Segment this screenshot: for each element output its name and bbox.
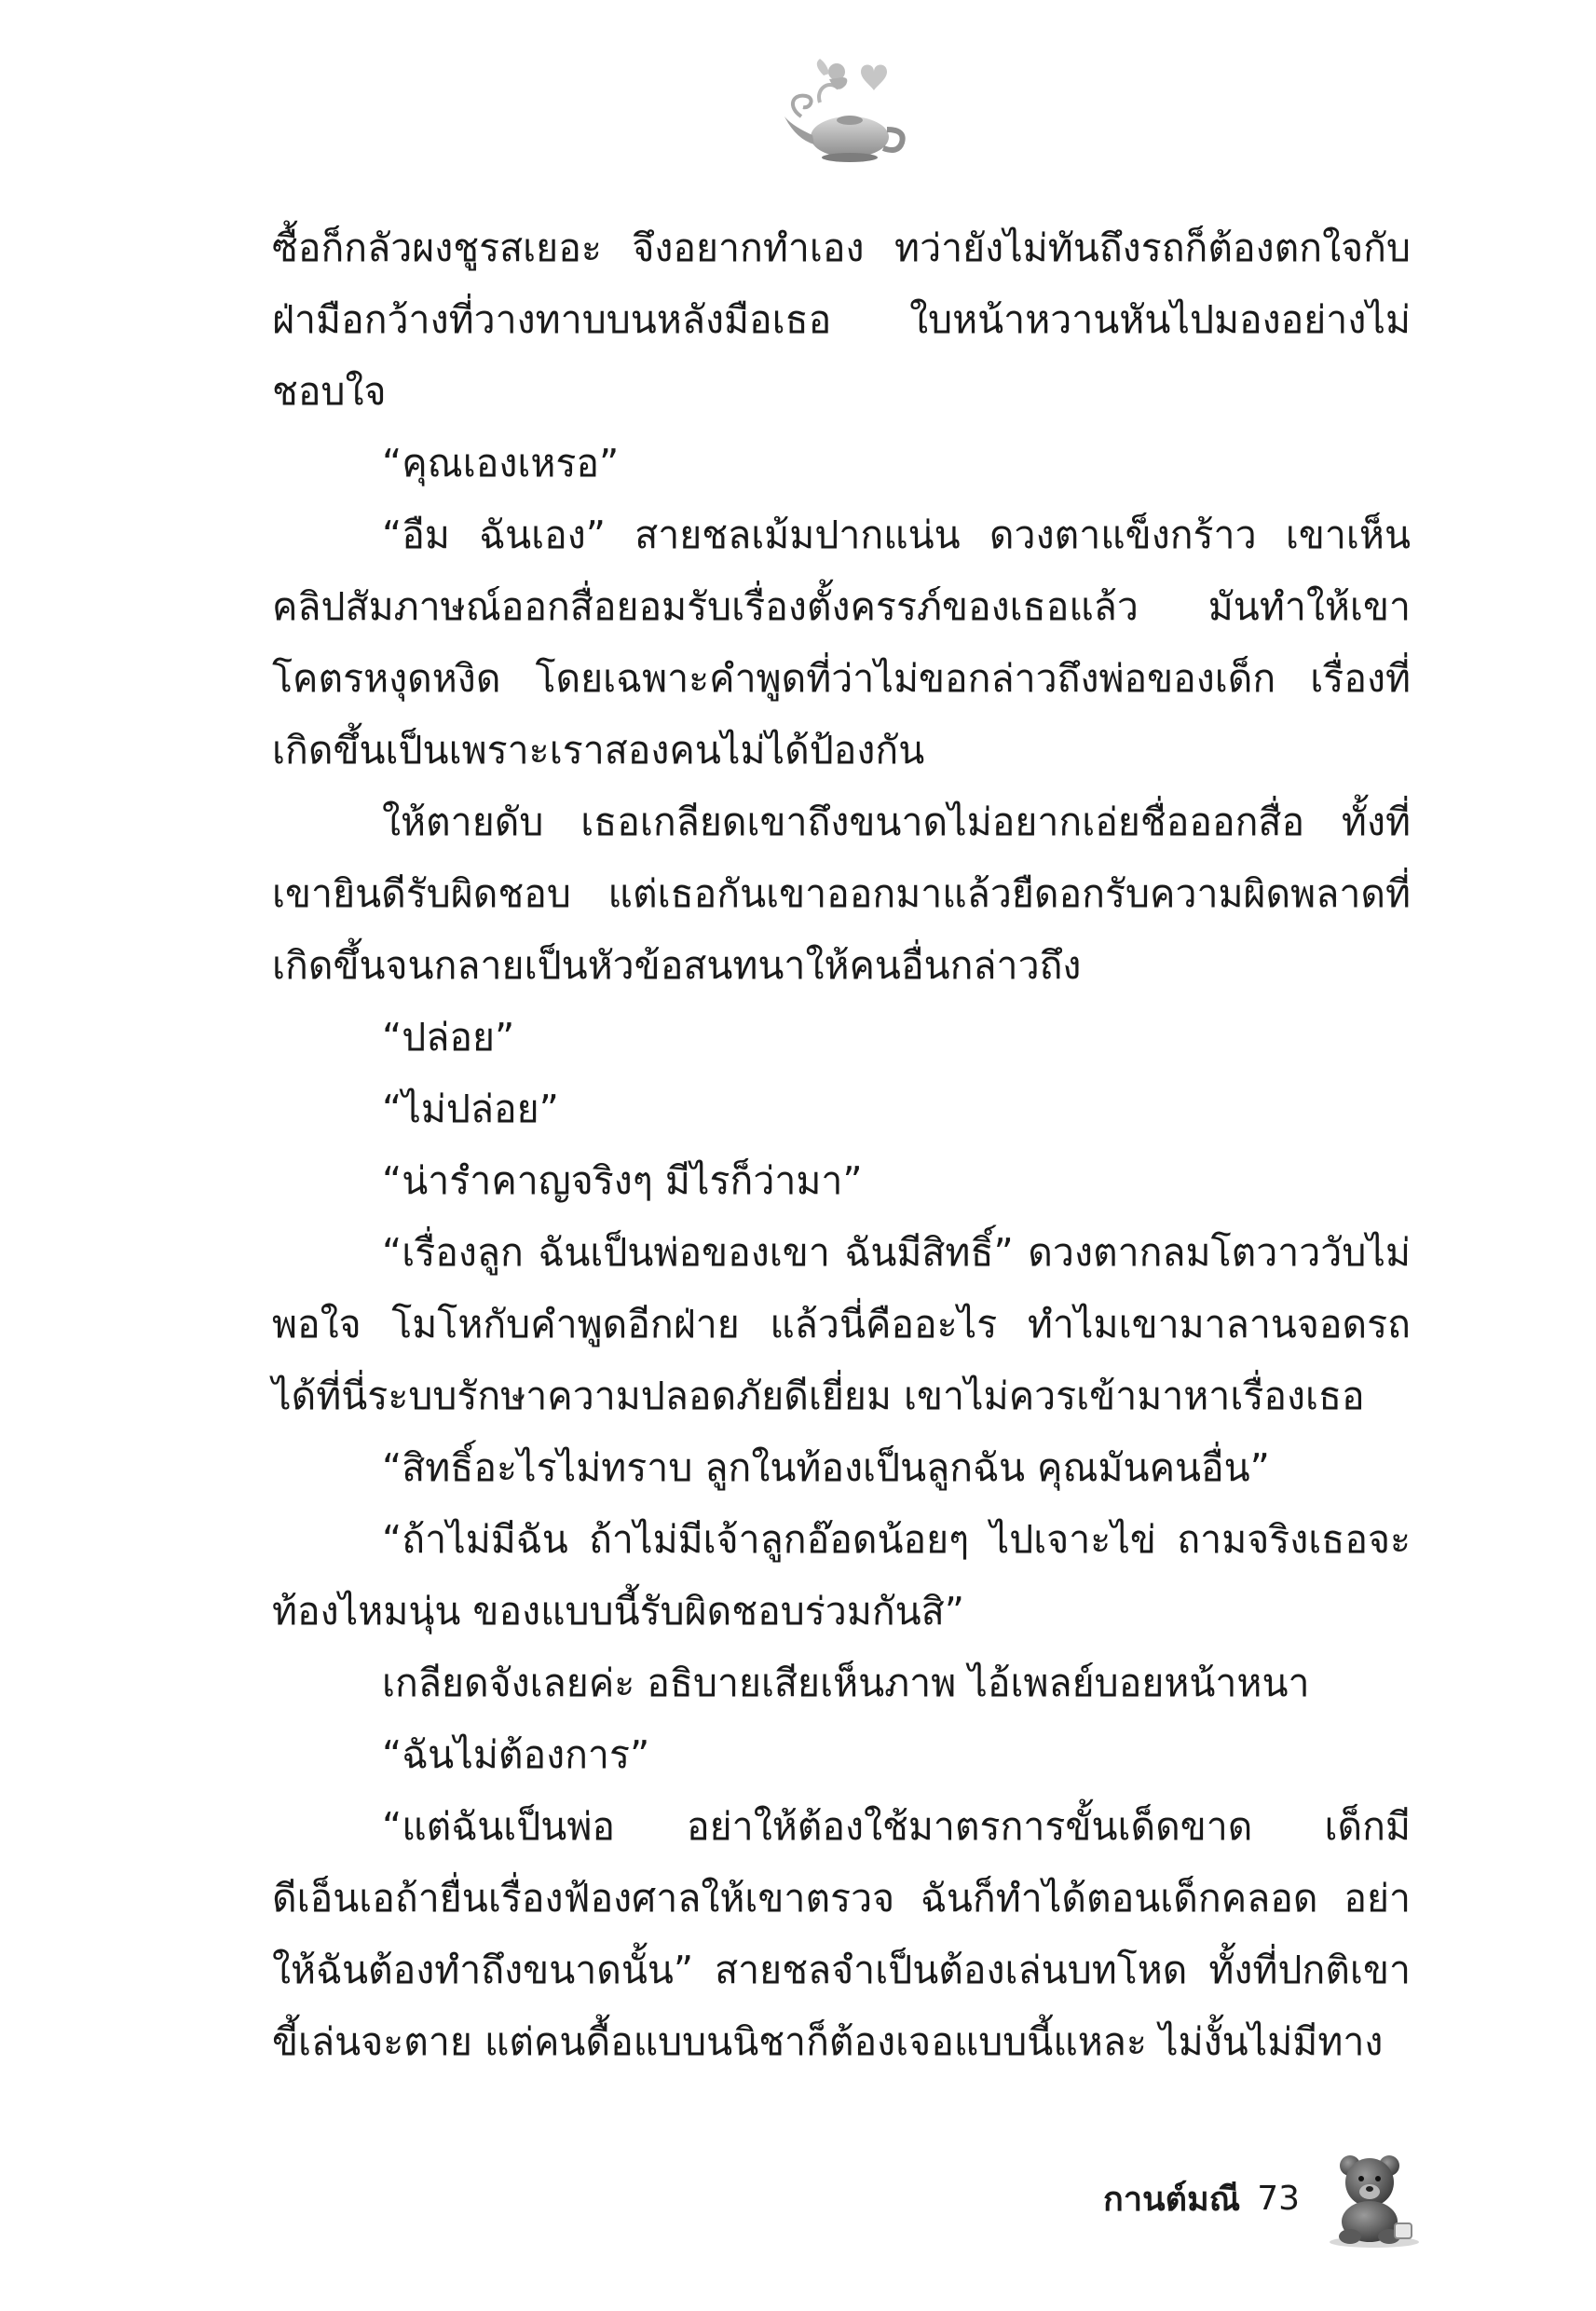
paragraph: “ถ้าไม่มีฉัน ถ้าไม่มีเจ้าลูกอ๊อดน้อยๆ ไปเจาะไข่ ถามจริงเธอจะท้องไหมนุ่น ของแบบนี้รับผิดชอบร่วมกันสิ” xyxy=(272,1517,1411,1634)
paragraph: “อืม ฉันเอง” สายชลเม้มปากแน่น ดวงตาแข็งกร้าว เขาเห็นคลิปสัมภาษณ์ออกสื่อยอมรับเรื่องตั้งครรภ์ของเธอแล้ว มันทำให้เขาโคตรหงุดหงิด โดยเฉพาะคำพูดที่ว่าไม่ขอกล่าวถึงพ่อของเด็ก เรื่องที่เกิดขึ้นเป็นเพราะเราสองคนไม่ได้ป้องกัน xyxy=(272,513,1411,773)
teddy-bear-icon xyxy=(1316,2147,1428,2249)
page-footer xyxy=(1103,2147,1428,2249)
paragraph: “แต่ฉันเป็นพ่อ อย่าให้ต้องใช้มาตรการขั้นเด็ดขาด เด็กมีดีเอ็นเอถ้ายื่นเรื่องฟ้องศาลให้เขาตรวจ ฉันก็ทำได้ตอนเด็กคลอด อย่าให้ฉันต้องทำถึงขนาดนั้น” สายชลจำเป็นต้องเล่นบทโหด ทั้งที่ปกติเขาขี้เล่นจะตาย แต่คนดื้อแบบนนิชาก็ต้องเจอแบบนี้แหละ ไม่งั้นไม่มีทาง xyxy=(272,1804,1411,2064)
page-number: 73 xyxy=(1257,2179,1300,2218)
teapot-cupid-icon xyxy=(764,51,913,168)
paragraph: “ปล่อย” xyxy=(382,1015,515,1060)
paragraph: ให้ตายดับ เธอเกลียดเขาถึงขนาดไม่อยากเอ่ยชื่อออกสื่อ ทั้งที่เขายินดีรับผิดชอบ แต่เธอกันเขาออกมาแล้วยืดอกรับความผิดพลาดที่เกิดขึ้นจนกลายเป็นหัวข้อสนทนาให้คนอื่นกล่าวถึง xyxy=(272,800,1411,988)
body-text xyxy=(272,212,1411,2078)
paragraph: “ฉันไม่ต้องการ” xyxy=(382,1732,650,1777)
paragraph: “สิทธิ์อะไรไม่ทราบ ลูกในท้องเป็นลูกฉัน คุณมันคนอื่น” xyxy=(382,1445,1270,1490)
paragraph: “ไม่ปล่อย” xyxy=(382,1087,559,1131)
paragraph: “เรื่องลูก ฉันเป็นพ่อของเขา ฉันมีสิทธิ์” ดวงตากลมโตวาววับไม่พอใจ โมโหกับคำพูดอีกฝ่าย แล้วนี่คืออะไร ทำไมเขามาลานจอดรถได้ที่นี่ระบบรักษาความปลอดภัยดีเยี่ยม เขาไม่ควรเข้ามาหาเรื่องเธอ xyxy=(272,1230,1411,1418)
paragraph: ซื้อก็กลัวผงชูรสเยอะ จึงอยากทำเอง ทว่ายังไม่ทันถึงรถก็ต้องตกใจกับฝ่ามือกว้างที่วางทาบบนหลังมือเธอ ใบหน้าหวานหันไปมองอย่างไม่ชอบใจ xyxy=(272,226,1411,414)
author-name: กานต์มณี xyxy=(1103,2180,1241,2219)
paragraph: เกลียดจังเลยค่ะ อธิบายเสียเห็นภาพ ไอ้เพลย์บอยหน้าหนา xyxy=(382,1661,1310,1705)
paragraph: “คุณเองเหรอ” xyxy=(382,441,620,485)
paragraph: “น่ารำคาญจริงๆ มีไรก็ว่ามา” xyxy=(382,1158,863,1203)
